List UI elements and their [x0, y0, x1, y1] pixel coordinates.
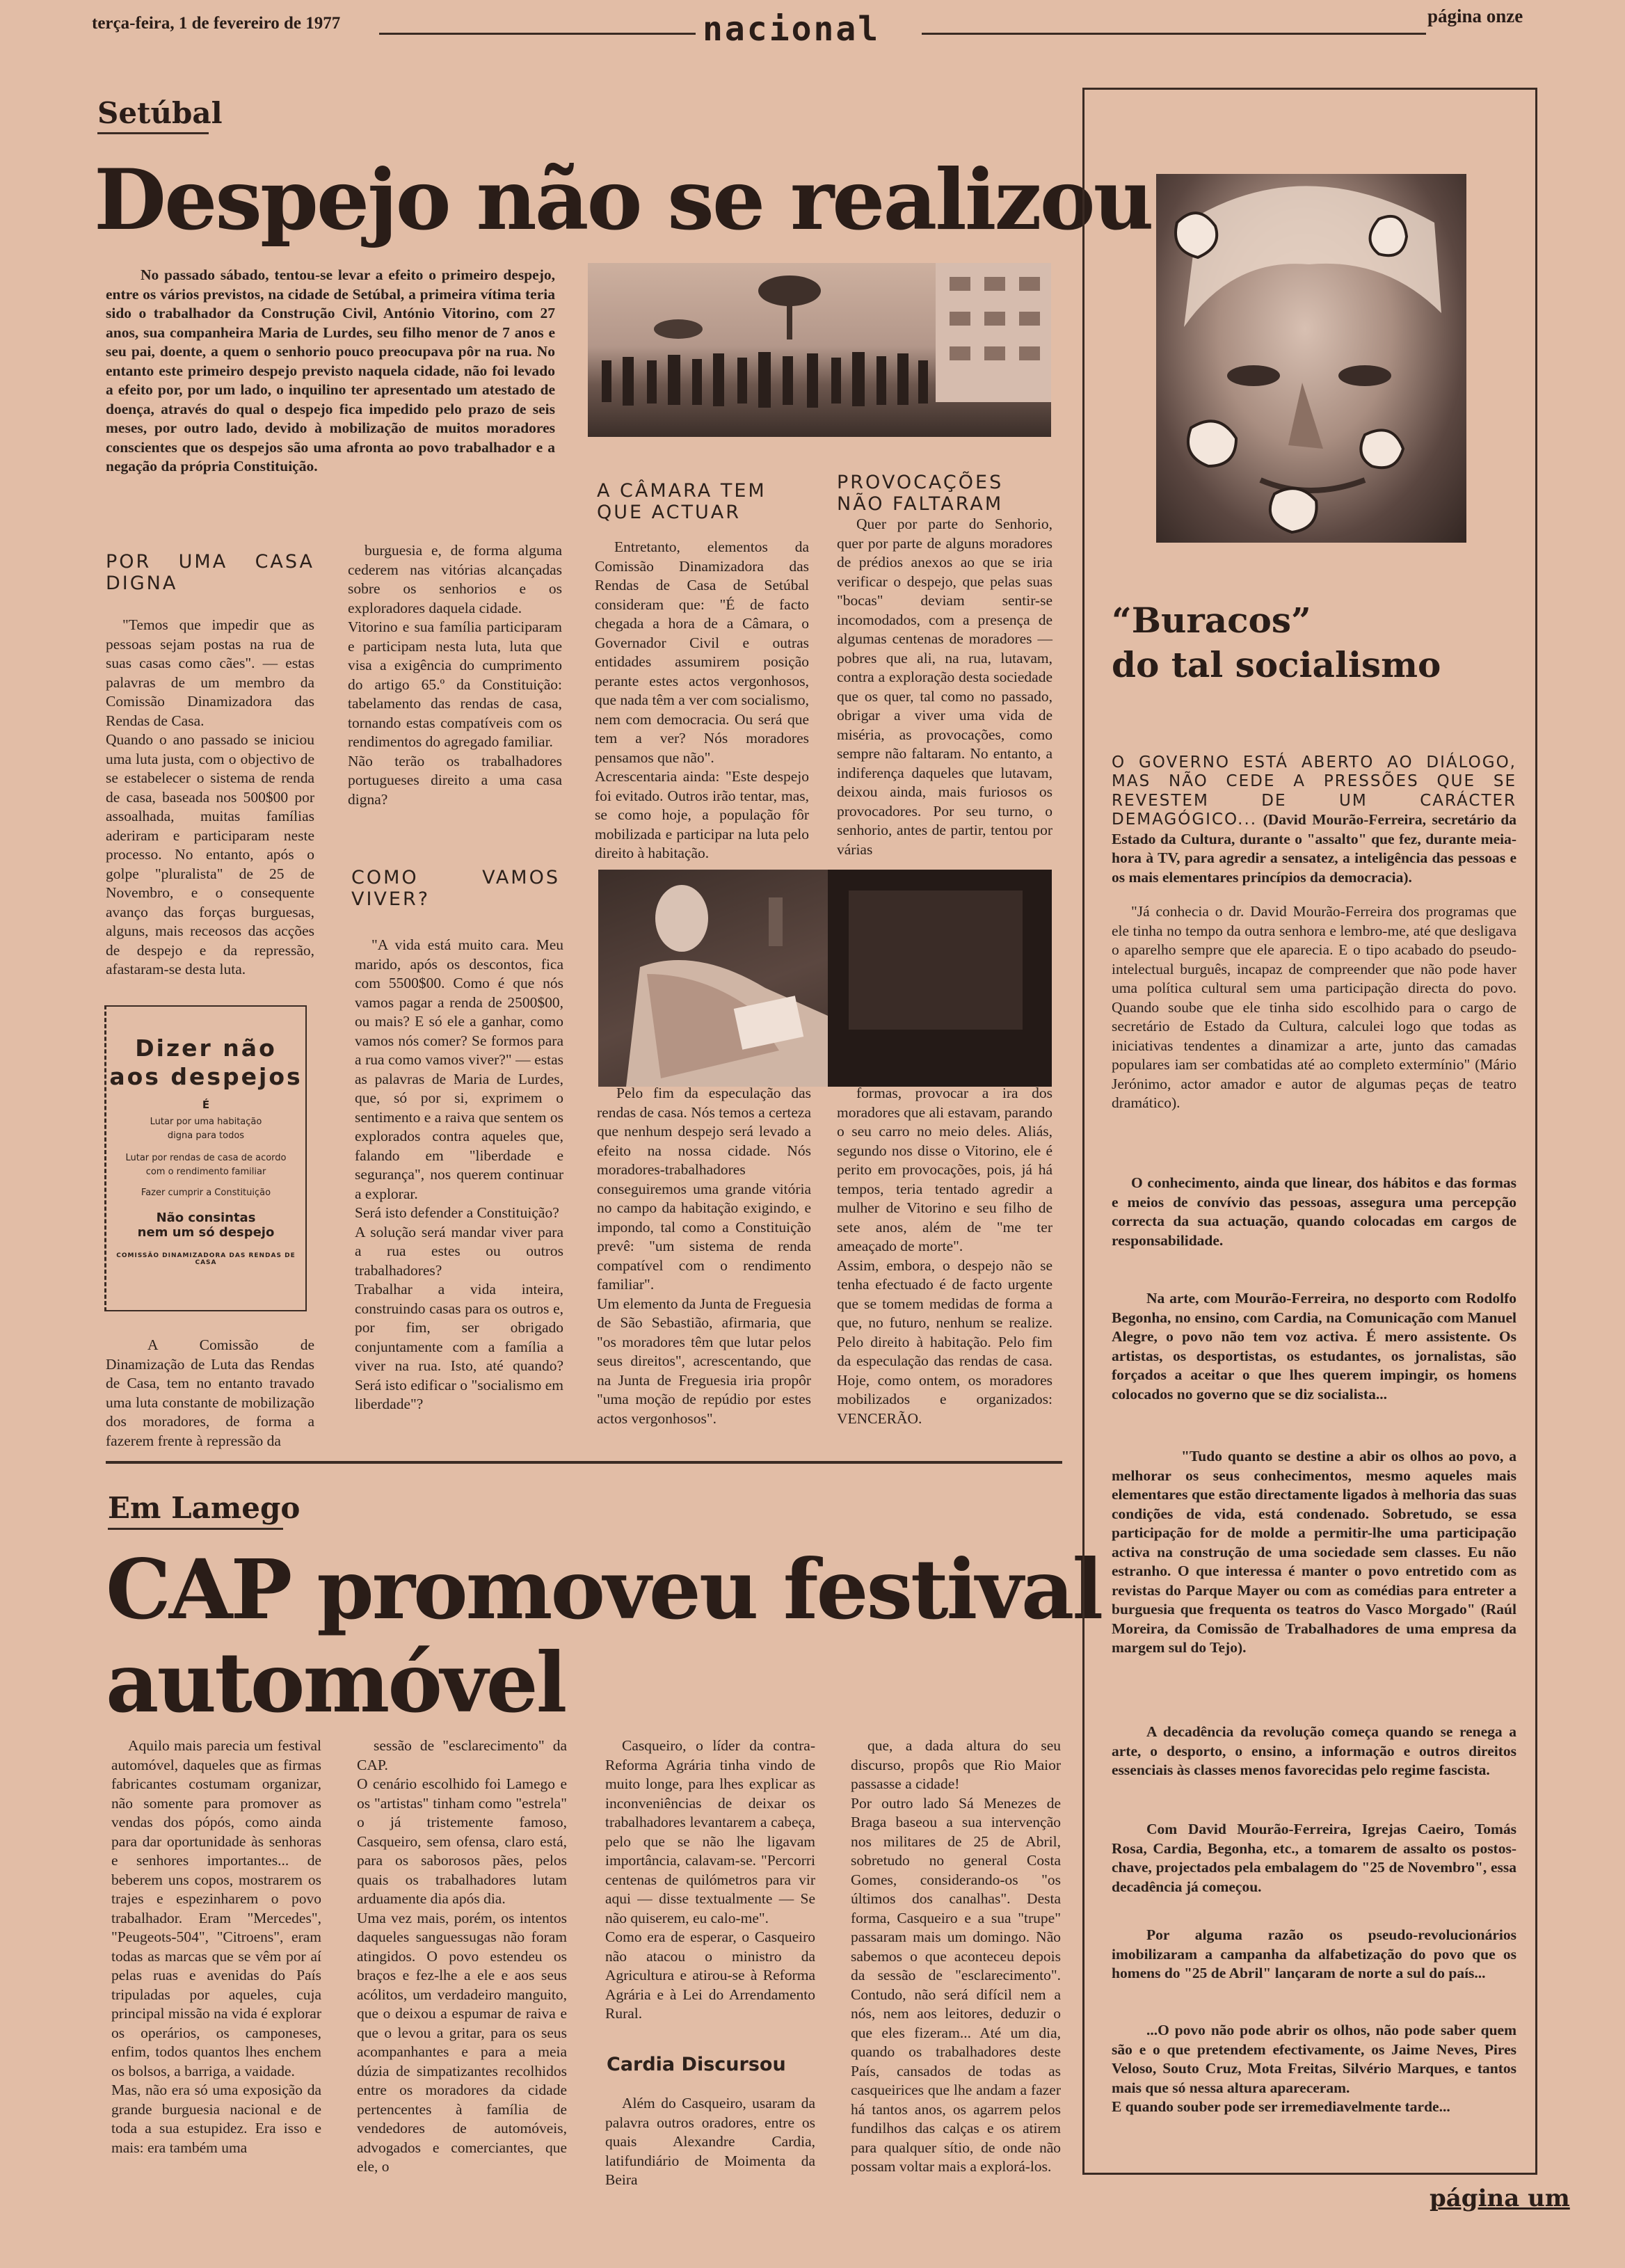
article3-lead-caps: O GOVERNO ESTÁ ABERTO AO DIÁLOGO, MAS NÃO CEDE A PRESSÕES QUE SE REVESTEM DE UM CARÁCTER DEMAGÓGICO...: [1112, 753, 1516, 829]
article1-column4: Quer por parte do Senhorio, quer por parte de alguns moradores de prédios anexos ao que se iria verificar o despejo, que pelas suas "bocas" deviam sentir-se incomodados, com a presença de algumas centenas de moradores — pobres que ali, na rua, lutavam, contra a exploração desta sociedade que os quer, tal como no passado, obrigar a viver uma vida de miséria, as provocações, como sempre não faltaram. No entanto, a indiferença daqueles que lutavam, deixou ainda, mais furiosos os provocadores. Por seu turno, o senhorio, antes de partir, tentou por várias: [837, 516, 1052, 858]
article3-paragraph-2: O conhecimento, ainda que linear, dos hábitos e das formas e meios de convívio das pessoas, assegura uma percepção correcta da sua actuação, quando colocadas em cargos de responsabilidade.: [1112, 1174, 1516, 1249]
box-ad-title-1: Dizer não: [135, 1035, 277, 1062]
article3-paragraph-7: Por alguma razão os pseudo-revolucionários imobilizaram a campanha da alfabetização do povo que os homens do "25 de Abril" lançaram de norte a sul do país...: [1112, 1926, 1516, 1981]
article1-column1-end: A Comissão de Dinamização de Luta das Rendas de Casa, tem no entanto travado uma luta constante de mobilização dos moradores, de forma a fazerem frente à repressão da: [106, 1336, 314, 1449]
continued-page-label: página um: [1430, 2185, 1570, 2212]
article2-column3: Casqueiro, o líder da contra-Reforma Agrária tinha vindo de muito longe, para lhes explicar as inconveniências de deixar os trabalhadores levantarem a cabeça, pelo que se não lhe ligavam importância, calavam-se. "Percorri centenas de quilómetros para vir aqui — disse textualmente — Se não quiserem, eu calo-me". Como era de esperar, o Casqueiro não atacou o ministro da Agricultura e atirou-se à Reforma Agrária e à Lei do Arrendamento Rural.: [605, 1737, 815, 2022]
article2-kicker: Em Lamego: [108, 1491, 301, 1525]
article1-column3b: Pelo fim da especulação das rendas de casa. Nós temos a certeza que nenhum despejo será levado a efeito na nossa cidade. Nós moradores-trabalhadores conseguiremos uma grande vitória no campo da habitação exigindo, e impondo, tal como a Constituição prevê: "um sistema de renda compatível com o rendimento familiar". Um elemento da Junta de Freguesia de São Sebastião, afirmaria, que "os moradores têm que lutar pelos seus direitos", acrescentando, que na Junta de Freguesia iria propôr "uma moção de repúdio por estes actos vergonhosos".: [597, 1085, 811, 1427]
article2-column4: que, a dada altura do seu discurso, propôs que Rio Maior passasse a cidade! Por outro lado Sá Menezes de Braga baseou a sua intervenção nos militares de 25 de Abril, sobretudo no general Costa Gomes, considerando-os "os últimos dos canalhas". Desta forma, Casqueiro e a sua "trupe" passaram mais um domingo. Não sabemos o que aconteceu depois da sessão de "esclarecimento". Contudo, não será difícil nem a nós, nem aos leitores, deduzir o que eles fizeram... Até um dia, quando os trabalhadores deste País, cansados de todas as casqueirices que lhe andam a fazer há tantos anos, os agarrem pelos fundilhos das calças e os atirem para qualquer sítio, de onde não possam voltar mais a explorá-los.: [851, 1737, 1061, 2175]
article1-subheading-casa-digna: POR UMA CASA DIGNA: [106, 551, 314, 594]
article2-column3b: Além do Casqueiro, usaram da palavra outros oradores, entre os quais Alexandre Cardia, latifundiário de Moimenta da Beira: [605, 2095, 815, 2188]
masthead-rule-right: [922, 33, 1426, 35]
article1-column4b: formas, provocar a ira dos moradores que ali estavam, parando o seu carro no meio deles. Aliás, segundo nos disse o Vitorino, ele é perito em provocações, pois, já há tempos, teria tentado agredir a mulher de Vitorino e seu filho de sete anos, além de "me ter ameaçado de morte". Assim, embora, o despejo não se tenha efectuado é de facto urgente que se tomem medidas de forma a que, no futuro, nenhum se realize. Pelo direito à habitação. Pelo fim da especulação das rendas de casa. Hoje, como ontem, os moradores mobilizados e organizados: VENCERÃO.: [837, 1085, 1052, 1427]
article2-headline-line2: automóvel: [106, 1634, 566, 1731]
article1-column2: burguesia e, de forma alguma cederem nas vitórias alcançadas sobre os senhorios e os exploradores daquela cidade. Vitorino e sua família participaram e participam nesta luta, luta que visa a exigência do cumprimento do artigo 65.º da Constituição: tabelamento das rendas de casa, tornando estas compatíveis com os rendimentos do agregado familiar. Não terão os trabalhadores portugueses direito a uma casa digna?: [348, 542, 562, 808]
article3-lead-rest: (David Mourão-Ferreira, secretário da Estado da Cultura, durante o "assalto" que fez, durante meia-hora à TV, para agredir a sensatez, a inteligência das pessoas e os mais elementares princípios da democracia).: [1112, 811, 1516, 886]
article3-portrait: [1156, 174, 1466, 543]
box-ad-organization: COMISSÃO DINAMIZADORA DAS RENDAS DE CASA: [116, 1252, 296, 1266]
article2-subheading-cardia: Cardia Discursou: [607, 2054, 786, 2075]
article3-lead: [1112, 734, 1516, 887]
article1-subheading-provocacoes: PROVOCAÇÕES NÃO FALTARAM: [837, 472, 1004, 515]
masthead-page: página onze: [1427, 6, 1523, 26]
article3-headline-line2: do tal socialismo: [1112, 644, 1441, 685]
article2-column1: Aquilo mais parecia um festival automóvel, daqueles que as firmas fabricantes costumam organizar, não somente para promover as vendas dos pópós, como ainda para dar oportunidade às senhoras e senhores importantes... de beberem uns copos, mostrarem os trajes e espezinharem o povo trabalhador. Eram "Mercedes", "Peugeots-504", "Citroens", eram todas as marcas que se vêm por aí pelas ruas e avenidas do País tripuladas por aqueles, cuja principal missão na vida é explorar os operários, os camponeses, enfim, todos quantos lhes enchem os bolsos, a barriga, a vaidade. Mas, não era só uma exposição da grande burguesia nacional e de toda a sua estupidez. Era isso e mais: era também uma: [111, 1737, 321, 2156]
article3-paragraph-1: "Já conhecia o dr. David Mourão-Ferreira dos programas que ele tinha no tempo da outra senhora e lembro-me, até que desligava o aparelho sempre que ele aparecia. E o tipo acabado do pseudo-intelectual burguês, incapaz de compreender que não pode haver uma política cultural sem uma participação directa do povo. Quando soube que ele tinha sido escolhido para o cargo de secretário de Estado da Cultura, calculei logo que todas as iniciativas tendentes a dinamizar a arte, junto das camadas populares iam ser combatidas até ao completo extermínio" (Mário Jerónimo, actor amador e autor de algumas peças de teatro dramático).: [1112, 903, 1516, 1111]
article3-paragraph-6: Com David Mourão-Ferreira, Igrejas Caeiro, Tomás Rosa, Cardia, Begonha, etc., a tomarem de assalto os postos-chave, projectados pela embalagem do "25 de Novembro", essa decadência já começou.: [1112, 1821, 1516, 1895]
box-ad-despejos: [104, 1005, 307, 1311]
article3-paragraph-4: "Tudo quanto se destine a abir os olhos ao povo, a melhorar os seus conhecimentos, mesmo aqueles mais elementares que estão directamente ligados à melhoria das suas condições de vida, está condenado. Sobretudo, se essa participação for de molde a permitir-lhe uma participação activa na construção de uma sociedade sem classes. Eu não estranho. O que interessa é manter o povo entretido com as revistas do Parque Mayer ou com as comédias para entreter a burguesia que frequenta os teatros do Vasco Morgado" (Raúl Moreira, da Comissão de Trabalhadores de uma empresa da margem sul do Tejo).: [1112, 1448, 1516, 1656]
article1-subheading-vamos-viver: COMO VAMOS VIVER?: [351, 867, 560, 910]
article2-column2: sessão de "esclarecimento" da CAP. O cenário escolhido foi Lamego e os "artistas" tinham como "estrela" o já tristemente famoso, Casqueiro, sem ofensa, claro está, para os saborosos pães, pelos quais os trabalhadores lutam arduamente dia após dia. Uma vez mais, porém, os intentos daqueles sanguessugas não foram atingidos. O povo estendeu os braços e fez-lhe a ele e aos seus acólitos, um verdadeiro manguito, que o deixou a espumar de raiva e que o levou a gritar, para os seus acompanhantes e para a meia dúzia de simpatizantes recolhidos entre os moradores da cidade pertencentes à família de vendedores de automóveis, advogados e comerciantes, que ele, o: [357, 1737, 567, 2175]
section-divider: [106, 1461, 1062, 1464]
article3-headline-line1: “Buracos”: [1112, 600, 1311, 641]
article1-photo-bed: [598, 870, 1052, 1087]
article1-headline: Despejo não se realizou: [94, 151, 1152, 249]
box-ad-line-2: Lutar por rendas de casa de acordo com o rendimento familiar: [125, 1153, 287, 1177]
box-ad-line-1: Lutar por uma habitação digna para todos: [150, 1117, 262, 1141]
article1-lead: No passado sábado, tentou-se levar a efeito o primeiro despejo, entre os vários previstos, na cidade de Setúbal, a primeira vítima teria sido o trabalhador da Construção Civil, António Vitorino, com 27 anos, sua companheira Maria de Lurdes, seu filho menor de 7 anos e seu pai, doente, a quem o senhorio pouco preocupava pôr na rua. No entanto este primeiro despejo previsto naquela cidade, não foi levado a efeito por, por um lado, o inquilino ter apresentado um atestado de doença, através do qual o despejo fica impedido pelo prazo de seis meses, por outro lado, devido à mobilização de muitos moradores conscientes que os despejos são uma afronta ao povo trabalhador e a negação da própria Constituição.: [106, 266, 555, 474]
article1-photo-crowd: [588, 263, 1051, 437]
box-ad-line-3: Fazer cumprir a Constituição: [141, 1188, 271, 1198]
article2-kicker-underline: [108, 1528, 283, 1530]
article1-column3: Entretanto, elementos da Comissão Dinamizadora das Rendas de Casa de Setúbal consideram que: "É de facto chegada a hora de a Câmara, o Governador Civil e outras entidades assumirem posição perante estes actos vergonhosos, que nada têm a ver com socialismo, nem com democracia. Ou será que tem a ver? Nós moradores pensamos que não". Acrescentaria ainda: "Este despejo foi evitado. Outros irão tentar, mas, se como hoje, a população fôr mobilizada e participar na luta pelo direito à habitação.: [595, 538, 809, 861]
article3-paragraph-3: Na arte, com Mourão-Ferreira, no desporto com Rodolfo Begonha, no ensino, com Cardia, na Comunicação com Manuel Alegre, o povo não tem voz activa. É mero assistente. Os artistas, os desportistas, os estudantes, os jornalistas, são forçados a aceitar o que lhes querem impingir, os homens colocados no governo que se diz socialista...: [1112, 1290, 1516, 1403]
article1-kicker-underline: [97, 132, 209, 134]
masthead-section: nacional: [703, 10, 881, 49]
article1-subheading-camara: A CÂMARA TEM QUE ACTUAR: [597, 480, 767, 523]
article2-headline-line1: CAP promoveu festival: [106, 1541, 1102, 1638]
box-ad-slogan-1: Não consintas: [156, 1211, 256, 1225]
masthead-date: terça-feira, 1 de fevereiro de 1977: [92, 14, 341, 33]
article3-paragraph-8: ...O povo não pode abrir os olhos, não pode saber quem são e o que pretendem efectivamente, os Jaime Neves, Pires Veloso, Souto Cruz, Mota Freitas, Silvério Marques, e tantos mais que só nessa altura apareceram. E quando souber pode ser irremediavelmente tarde...: [1112, 2022, 1516, 2115]
article3-paragraph-5: A decadência da revolução começa quando se renega a arte, o desporto, o ensino, a informação e outros direitos essenciais às classes menos favorecidas pelo regime fascista.: [1112, 1723, 1516, 1778]
article1-kicker: Setúbal: [97, 96, 223, 130]
article1-column2b: "A vida está muito cara. Meu marido, após os descontos, fica com 5500$00. Como é que nós vamos pagar a renda de 2500$00, ou mais? E só ele a ganhar, como vamos nós comer? Se formos para a rua como vamos viver?" — estas as palavras de Maria de Lurdes, que, só por si, exprimem o sentimento e a raiva que sentem os explorados contra aqueles que, falando em "liberdade e segurança", nos querem continuar a explorar. Será isto defender a Constituição? A solução será mandar viver para a rua estes ou outros trabalhadores? Trabalhar a vida inteira, construindo casas para os outros e, por fim, ser obrigado conjuntamente com a família a viver na rua. Isto, até quando? Será isto edificar o "socialismo em liberdade"?: [355, 936, 563, 1412]
box-ad-slogan-2: nem um só despejo: [137, 1225, 275, 1240]
box-ad-e: É: [202, 1099, 210, 1111]
masthead-rule-left: [379, 33, 696, 35]
article1-column1: "Temos que impedir que as pessoas sejam postas na rua de suas casas como cães". — estas palavras de um membro da Comissão Dinamizadora das Rendas de Casa. Quando o ano passado se iniciou uma luta justa, com o objectivo de se estabelecer o sistema de renda de casa, baseada nos 500$00 por assoalhada, muitas famílias aderiram e participaram neste processo. No entanto, após o golpe "pluralista" de 25 de Novembro, e o consequente avanço das forças burguesas, alguns, mais receosos das acções de despejo e da repressão, afastaram-se desta luta.: [106, 616, 314, 977]
box-ad-title-2: aos despejos: [109, 1063, 303, 1090]
